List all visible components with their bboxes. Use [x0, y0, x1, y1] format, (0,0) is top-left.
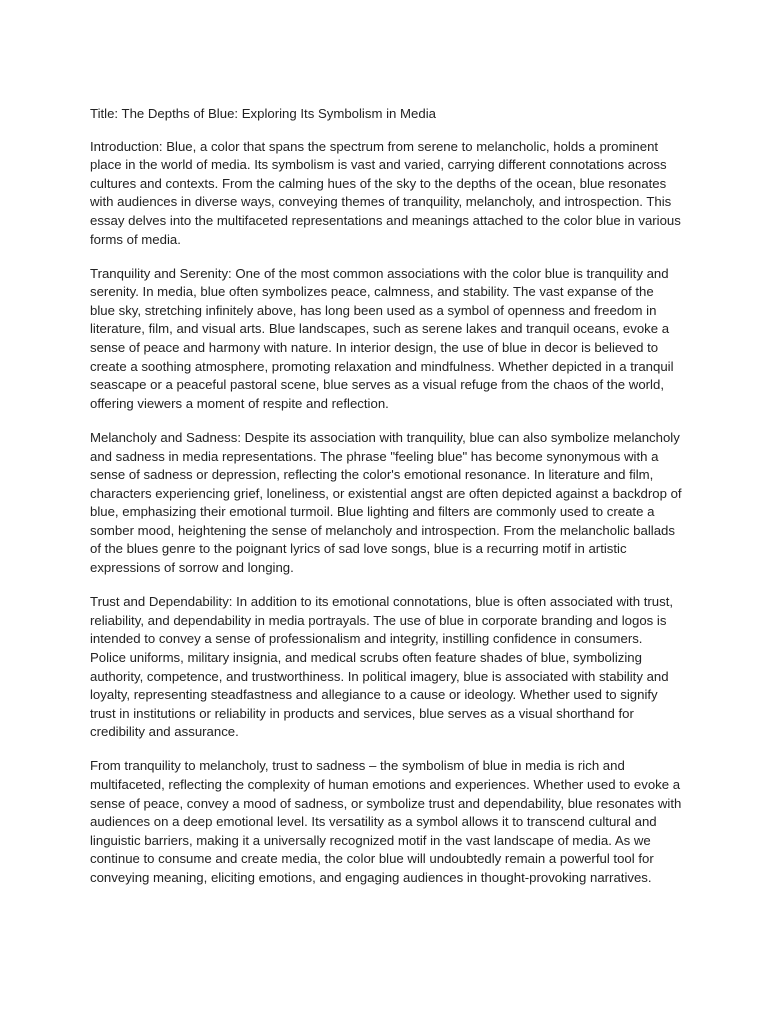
paragraph-conclusion: From tranquility to melancholy, trust to sadness – the symbolism of blue in media is rich and multifaceted, reflecting the complexity of human emotions and experiences. Whether used to evoke a sense of peace, convey a mood of sadness, or symbolize trust and dependability, blue resonates with audiences on a deep emotional level. Its versatility as a symbol allows it to transcend cultural and linguistic barriers, making it a universally recognized motif in the vast landscape of media. As we continue to consume and create media, the color blue will undoubtedly remain a powerful tool for conveying meaning, eliciting emotions, and engaging audiences in thought-provoking narratives. [90, 758, 682, 885]
paragraph-trust: Trust and Dependability: In addition to its emotional connotations, blue is often associated with trust, reliability, and dependability in media portrayals. The use of blue in corporate branding and logos is intended to convey a sense of professionalism and integrity, instilling confidence in consumers. Police uniforms, military insignia, and medical scrubs often feature shades of blue, symbolizing authority, competence, and trustworthiness. In political imagery, blue is associated with stability and loyalty, representing steadfastness and allegiance to a cause or ideology. Whether used to signify trust in institutions or reliability in products and services, blue serves as a visual shorthand for credibility and assurance. [90, 594, 674, 740]
document-title: Title: The Depths of Blue: Exploring Its Symbolism in Media [90, 106, 436, 121]
paragraph-introduction: Introduction: Blue, a color that spans the spectrum from serene to melancholic, holds a prominent place in the world of media. Its symbolism is vast and varied, carrying different connotations across cultures and contexts. From the calming hues of the sky to the depths of the ocean, blue resonates with audiences in diverse ways, conveying themes of tranquility, melancholy, and introspection. This essay delves into the multifaceted representations and meanings attached to the color blue in various forms of media. [90, 138, 681, 247]
paragraph-melancholy: Melancholy and Sadness: Despite its association with tranquility, blue can also symbolize melancholy and sadness in media representations. The phrase "feeling blue" has become synonymous with a sense of sadness or depression, reflecting the color's emotional resonance. In literature and film, characters experiencing grief, loneliness, or existential angst are often depicted against a backdrop of blue, emphasizing their emotional turmoil. Blue lighting and filters are commonly used to create a somber mood, heightening the sense of melancholy and introspection. From the melancholic ballads of the blues genre to the poignant lyrics of sad love songs, blue is a recurring motif in artistic expressions of sorrow and longing. [90, 429, 682, 576]
paragraph-tranquility: Tranquility and Serenity: One of the most common associations with the color blue is tranquility and serenity. In media, blue often symbolizes peace, calmness, and stability. The vast expanse of the blue sky, stretching infinitely above, has long been used as a symbol of openness and freedom in literature, film, and visual arts. Blue landscapes, such as serene lakes and tranquil oceans, evoke a sense of peace and harmony with nature. In interior design, the use of blue in decor is believed to create a soothing atmosphere, promoting relaxation and mindfulness. Whether depicted in a tranquil seascape or a peaceful pastoral scene, blue serves as a visual refuge from the chaos of the world, offering viewers a moment of respite and reflection. [90, 265, 674, 411]
document-body [90, 105, 682, 903]
